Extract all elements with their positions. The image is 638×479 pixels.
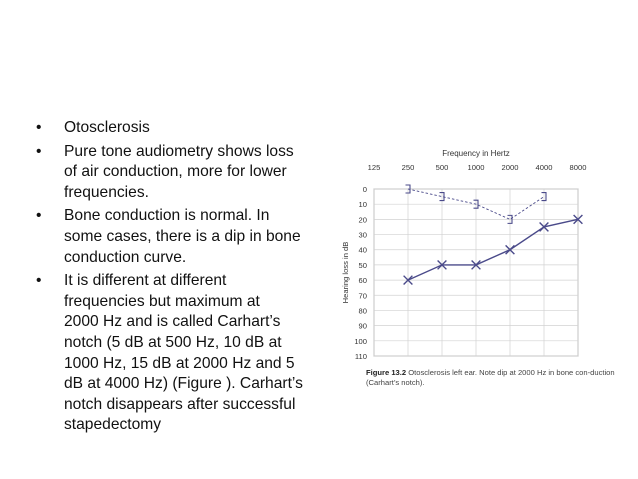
- bullet-line: stapedectomy: [64, 416, 162, 434]
- y-tick-label: 110: [354, 352, 367, 361]
- bullet-line: of air conduction, more for lower: [64, 163, 287, 181]
- x-tick-label: 8000: [569, 163, 587, 172]
- y-tick-label: 10: [358, 200, 367, 210]
- y-tick-label: 50: [358, 260, 367, 270]
- bullet-line: frequencies.: [64, 183, 149, 201]
- y-tick-label: 30: [358, 230, 367, 240]
- bullet-line: notch disappears after successful: [64, 395, 296, 413]
- y-axis-title: Hearing loss in dB: [341, 241, 350, 304]
- bullet-item: [36, 118, 316, 139]
- x-tick-label: 4000: [535, 163, 553, 172]
- x-tick-label: 1000: [467, 163, 485, 172]
- y-tick-label: 90: [358, 321, 367, 331]
- bullet-item: [36, 142, 316, 204]
- bullet-line: 2000 Hz and is called Carhart’s: [64, 313, 281, 331]
- y-tick-label: 70: [358, 291, 367, 301]
- x-tick-label: 500: [435, 163, 449, 172]
- bullet-line: 1000 Hz, 15 dB at 2000 Hz and 5: [64, 354, 295, 372]
- caption-label: Figure 13.2: [366, 368, 407, 377]
- bullet-symbol: •: [36, 207, 42, 225]
- audiogram-chart: [330, 148, 636, 396]
- bullet-item: [36, 271, 316, 436]
- x-tick-label: 250: [401, 163, 415, 172]
- bullet-line: notch (5 dB at 500 Hz, 10 dB at: [64, 333, 282, 351]
- y-tick-label: 40: [358, 245, 367, 255]
- bullet-line: conduction curve.: [64, 248, 187, 266]
- bullet-line: It is different at different: [64, 272, 227, 290]
- caption-text: Otosclerosis left ear. Note dip at 2000 Hz in bone con-duction (Carhart’s notch).: [366, 368, 615, 387]
- bullet-symbol: •: [36, 272, 42, 290]
- bullet-symbol: •: [36, 142, 42, 160]
- bullet-item: [36, 206, 316, 268]
- bullet-line: some cases, there is a dip in bone: [64, 227, 301, 245]
- bullet-line: frequencies but maximum at: [64, 292, 260, 310]
- x-tick-label: 125: [367, 163, 381, 172]
- bullet-line: Pure tone audiometry shows loss: [64, 142, 294, 160]
- bullet-list: [36, 118, 316, 439]
- y-tick-label: 60: [358, 276, 367, 286]
- y-tick-label: 80: [358, 306, 367, 316]
- x-tick-label: 2000: [501, 163, 519, 172]
- y-tick-label: 20: [358, 215, 367, 225]
- bullet-line: Bone conduction is normal. In: [64, 207, 270, 225]
- figure-caption: [366, 368, 626, 388]
- audiogram-figure: [330, 148, 636, 396]
- bullet-symbol: •: [36, 119, 42, 136]
- bullet-line: Otosclerosis: [64, 119, 150, 136]
- y-tick-label: 0: [362, 185, 367, 194]
- bullet-line: dB at 4000 Hz) (Figure ). Carhart’s: [64, 375, 303, 393]
- y-tick-label: 100: [354, 336, 367, 346]
- x-axis-title: Frequency in Hertz: [442, 149, 510, 158]
